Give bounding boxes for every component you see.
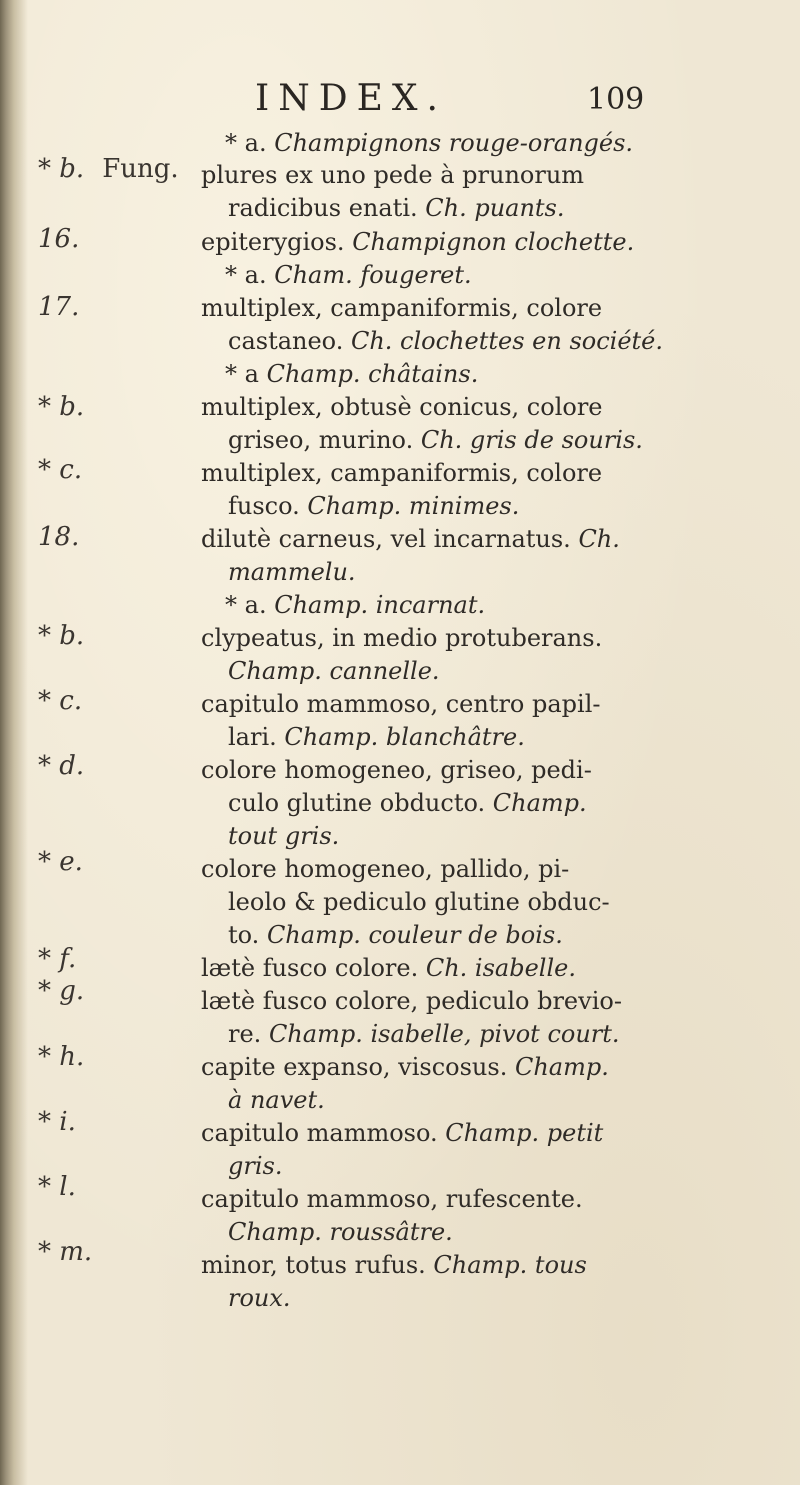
entry-line — [201, 689, 601, 719]
entry-latin-text: fusco. — [228, 492, 308, 520]
entry-line — [228, 722, 525, 752]
entry-latin-text: minor, totus rufus. — [201, 1251, 434, 1279]
margin-marker — [38, 976, 84, 1006]
entry-line — [228, 920, 563, 950]
entry-latin-text: capitulo mammoso, centro papil- — [201, 690, 601, 718]
entry-french-name: Ch. isabelle. — [425, 954, 576, 982]
entry-french-name: gris. — [228, 1152, 283, 1180]
entry-line — [228, 788, 587, 818]
entry-line — [201, 854, 569, 884]
entry-latin-text: colore homogeneo, pallido, pi- — [201, 855, 570, 883]
entry-french-name: roux. — [228, 1284, 291, 1312]
entry-french-name: tout gris. — [228, 822, 340, 850]
entry-latin-text: * a — [225, 360, 267, 388]
page-title: INDEX. — [255, 78, 447, 119]
entry-line — [228, 887, 610, 917]
entry-latin-text: re. — [228, 1020, 269, 1048]
entry-line — [228, 1151, 282, 1181]
entry-french-name: Champ. châtains. — [266, 360, 479, 388]
entry-line — [201, 1250, 587, 1280]
entry-french-name: Cham. fougeret. — [274, 261, 472, 289]
marker-symbol: * b. — [38, 154, 85, 184]
entry-french-name: Ch. gris de souris. — [420, 426, 643, 454]
entry-line — [228, 1085, 325, 1115]
entry-latin-text: culo glutine obducto. — [228, 789, 493, 817]
entry-french-name: Champ. minimes. — [307, 492, 520, 520]
entry-line — [225, 128, 633, 158]
entry-line — [228, 557, 356, 587]
margin-marker — [38, 1237, 92, 1267]
marker-symbol: * d. — [38, 751, 85, 781]
marker-symbol: 18. — [38, 522, 80, 552]
entry-line — [228, 1283, 291, 1313]
entry-line — [201, 160, 584, 190]
entry-french-name: mammelu. — [228, 558, 356, 586]
entry-french-name: Champ. isabelle, pivot court. — [268, 1020, 620, 1048]
entry-latin-text: castaneo. — [228, 327, 351, 355]
entry-french-name: Ch. puants. — [425, 194, 565, 222]
entry-line — [201, 953, 576, 983]
marker-symbol: * i. — [38, 1107, 76, 1137]
marker-symbol: 16. — [38, 224, 80, 254]
entry-line — [225, 260, 472, 290]
entry-line — [201, 1052, 609, 1082]
margin-marker — [38, 621, 84, 651]
entry-latin-text: multiplex, obtusè conicus, colore — [201, 393, 603, 421]
entry-french-name: Champ. — [492, 789, 587, 817]
entry-latin-text: colore homogeneo, griseo, pedi- — [201, 756, 592, 784]
entry-latin-text: lætè fusco colore, pediculo brevio- — [201, 987, 622, 1015]
margin-marker — [38, 392, 84, 422]
margin-marker — [38, 154, 179, 184]
entry-line — [228, 656, 440, 686]
entry-latin-text: capitulo mammoso. — [201, 1119, 446, 1147]
marker-symbol: * l. — [38, 1172, 76, 1202]
entry-latin-text: * a. — [225, 591, 275, 619]
entry-line — [225, 590, 485, 620]
entry-french-name: Champ. couleur de bois. — [266, 921, 563, 949]
marker-symbol: * g. — [38, 976, 85, 1006]
margin-marker — [38, 686, 82, 716]
entry-latin-text: * a. — [225, 261, 275, 289]
entry-line — [201, 1118, 603, 1148]
margin-marker — [38, 1172, 76, 1202]
entry-line — [201, 458, 602, 488]
marker-genus: Fung. — [102, 154, 179, 184]
marker-symbol: * b. — [38, 621, 85, 651]
page-header — [0, 78, 800, 128]
margin-marker — [38, 224, 79, 254]
marker-symbol: * b. — [38, 392, 85, 422]
entry-line — [225, 359, 478, 389]
entry-french-name: Ch. — [578, 525, 620, 553]
margin-marker — [38, 847, 83, 877]
entry-latin-text: radicibus enati. — [228, 194, 426, 222]
entry-latin-text: clypeatus, in medio protuberans. — [201, 624, 603, 652]
entry-french-name: Champ. — [514, 1053, 609, 1081]
entry-line — [228, 193, 565, 223]
entry-french-name: Champ. cannelle. — [228, 657, 440, 685]
marker-symbol: * e. — [38, 847, 83, 877]
entry-latin-text: multiplex, campaniformis, colore — [201, 459, 603, 487]
margin-marker — [38, 455, 82, 485]
page-edge-shadow — [0, 0, 28, 1485]
entry-latin-text: epiterygios. — [201, 228, 353, 256]
entry-latin-text: multiplex, campaniformis, colore — [201, 294, 603, 322]
margin-marker — [38, 1107, 76, 1137]
entry-latin-text: capite expanso, viscosus. — [201, 1053, 515, 1081]
entry-french-name: Ch. clochettes en société. — [350, 327, 664, 355]
entry-line — [201, 755, 592, 785]
entry-french-name: Champ. incarnat. — [274, 591, 486, 619]
entry-line — [201, 227, 634, 257]
entry-line — [228, 491, 519, 521]
entry-latin-text: capitulo mammoso, rufescente. — [201, 1185, 583, 1213]
entry-latin-text: dilutè carneus, vel incarnatus. — [201, 525, 579, 553]
marker-symbol: * h. — [38, 1042, 85, 1072]
marker-symbol: * f. — [38, 944, 77, 974]
entry-line — [201, 392, 603, 422]
entry-latin-text: * a. — [225, 129, 275, 157]
entry-latin-text: to. — [228, 921, 267, 949]
entry-latin-text: leolo & pediculo glutine obduc- — [228, 888, 610, 916]
entry-line — [201, 623, 602, 653]
marker-symbol: * m. — [38, 1237, 93, 1267]
entry-latin-text: griseo, murino. — [228, 426, 421, 454]
entry-french-name: Champ. petit — [445, 1119, 604, 1147]
marker-symbol: * c. — [38, 686, 83, 716]
entry-line — [201, 1184, 583, 1214]
entry-line — [201, 524, 620, 554]
entry-line — [228, 1019, 620, 1049]
entry-french-name: Champignons rouge-orangés. — [274, 129, 634, 157]
margin-marker — [38, 522, 79, 552]
margin-marker — [38, 1042, 84, 1072]
entry-line — [228, 1217, 453, 1247]
marker-symbol: 17. — [38, 292, 80, 322]
entry-french-name: Champ. roussâtre. — [228, 1218, 453, 1246]
entry-line — [228, 821, 339, 851]
entry-line — [201, 986, 622, 1016]
entry-line — [228, 425, 643, 455]
margin-marker — [38, 944, 76, 974]
entry-french-name: Champ. tous — [433, 1251, 587, 1279]
entry-latin-text: lætè fusco colore. — [201, 954, 426, 982]
marker-symbol: * c. — [38, 455, 83, 485]
margin-marker — [38, 751, 84, 781]
entry-line — [228, 326, 663, 356]
entry-french-name: à navet. — [228, 1086, 325, 1114]
entry-french-name: Champignon clochette. — [352, 228, 635, 256]
entry-french-name: Champ. blanchâtre. — [284, 723, 525, 751]
margin-marker — [38, 292, 79, 322]
page-number: 109 — [587, 82, 645, 117]
entry-latin-text: lari. — [228, 723, 285, 751]
entry-latin-text: plures ex uno pede à prunorum — [201, 161, 585, 189]
entry-line — [201, 293, 602, 323]
